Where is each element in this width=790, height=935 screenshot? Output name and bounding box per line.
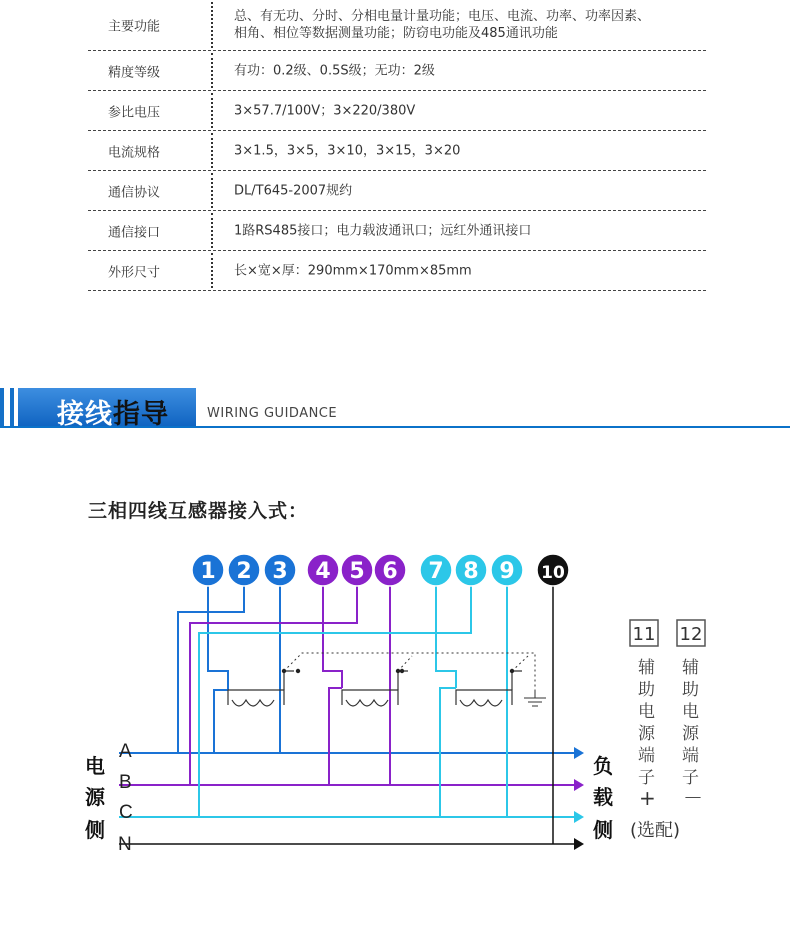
terminal-8 bbox=[455, 554, 487, 586]
spec-value: 3×57.7/100V；3×220/380V bbox=[234, 103, 416, 118]
spec-divider bbox=[211, 2, 213, 48]
current-transformer-a bbox=[228, 690, 284, 705]
terminal-6 bbox=[374, 554, 406, 586]
spec-label: 精度等级 bbox=[108, 65, 161, 80]
aux-terminal-11-text: 源 bbox=[638, 724, 655, 744]
aux-terminal-12-text: 电 bbox=[682, 702, 699, 722]
terminal-number: 10 bbox=[541, 563, 565, 583]
aux-terminal-11-text: 端 bbox=[638, 746, 655, 766]
terminal-4 bbox=[307, 554, 339, 586]
spec-divider bbox=[211, 53, 213, 88]
diagram-title: 三相四线互感器接入式： bbox=[88, 500, 309, 522]
wires bbox=[119, 586, 584, 850]
spec-row-interface bbox=[88, 211, 706, 251]
wire-phase-b bbox=[323, 586, 342, 688]
spec-label: 外形尺寸 bbox=[108, 265, 161, 280]
aux-terminal-12-text: 子 bbox=[682, 768, 699, 788]
junction-dot bbox=[296, 669, 300, 673]
wire-phase-a bbox=[214, 690, 228, 753]
current-transformer-c bbox=[460, 700, 502, 706]
terminal-number: 1 bbox=[200, 559, 216, 584]
spec-table bbox=[88, 0, 706, 291]
spec-value: DL/T645-2007规约 bbox=[234, 183, 353, 198]
spec-divider bbox=[211, 173, 213, 208]
aux-terminal-11-text: 辅 bbox=[638, 658, 655, 678]
spec-label: 通信接口 bbox=[108, 225, 161, 240]
ct-link-dotted bbox=[398, 656, 412, 671]
spec-row-functions bbox=[88, 0, 706, 51]
terminal-number: 2 bbox=[236, 559, 252, 584]
current-transformer-b bbox=[346, 700, 388, 706]
aux-terminal-12-text: 端 bbox=[682, 746, 699, 766]
wiring-diagram bbox=[0, 540, 790, 935]
terminal-number: 7 bbox=[428, 559, 444, 584]
arrow-icon bbox=[574, 779, 584, 791]
ground-symbol bbox=[524, 690, 546, 706]
section-bar bbox=[0, 388, 4, 428]
junction-dot bbox=[400, 669, 404, 673]
source-side-label: 电 bbox=[85, 754, 105, 778]
terminal-number: 4 bbox=[315, 559, 331, 584]
aux-terminal-11-text: 电 bbox=[638, 702, 655, 722]
spec-divider bbox=[211, 213, 213, 248]
current-transformer-c bbox=[456, 690, 512, 705]
phase-label-c: C bbox=[119, 802, 133, 823]
spec-row-current bbox=[88, 131, 706, 171]
aux-terminal-12-text: 辅 bbox=[682, 658, 699, 678]
spec-divider bbox=[211, 253, 213, 288]
spec-value: 总、有无功、分时、分相电量计量功能；电压、电流、功率、功率因素、 相角、相位等数据测量功能；防窃电功能及485通讯功能 bbox=[234, 9, 651, 41]
spec-row-accuracy bbox=[88, 51, 706, 91]
spec-label: 主要功能 bbox=[108, 19, 161, 35]
aux-terminal-12-sign: － bbox=[683, 786, 703, 810]
spec-row-protocol bbox=[88, 171, 706, 211]
terminal-1 bbox=[192, 554, 224, 586]
source-side-label: 源 bbox=[85, 785, 105, 809]
terminal-number: 5 bbox=[349, 559, 365, 584]
section-title-part1: 接线 bbox=[57, 399, 113, 430]
aux-terminal-11-number: 11 bbox=[632, 624, 656, 645]
aux-terminal-11-sign: + bbox=[639, 786, 656, 810]
current-transformer-c bbox=[512, 671, 522, 690]
ct-link-dotted bbox=[512, 656, 528, 671]
terminal-3 bbox=[264, 554, 296, 586]
terminal-number: 6 bbox=[382, 559, 398, 584]
wire-phase-a bbox=[208, 586, 228, 690]
terminal-10 bbox=[537, 554, 569, 586]
current-transformer-b bbox=[398, 671, 408, 690]
spec-divider bbox=[211, 133, 213, 168]
load-side-label: 载 bbox=[593, 785, 613, 809]
arrow-icon bbox=[574, 747, 584, 759]
wire-phase-b bbox=[329, 688, 342, 785]
terminal-block bbox=[192, 554, 569, 586]
phase-label-b: B bbox=[119, 772, 132, 793]
terminal-number: 3 bbox=[272, 559, 288, 584]
arrow-icon bbox=[574, 811, 584, 823]
spec-value: 3×1.5，3×5，3×10，3×15，3×20 bbox=[234, 143, 461, 158]
terminal-7 bbox=[420, 554, 452, 586]
load-side-label: 负 bbox=[593, 754, 613, 778]
aux-terminal-11-text: 助 bbox=[638, 680, 655, 700]
section-title-part2: 指导 bbox=[113, 399, 169, 430]
junction-dot bbox=[282, 669, 286, 673]
section-title bbox=[57, 392, 169, 431]
arrow-icon bbox=[574, 838, 584, 850]
terminal-9 bbox=[491, 554, 523, 586]
spec-value: 长×宽×厚：290mm×170mm×85mm bbox=[234, 263, 472, 278]
phase-label-a: A bbox=[119, 741, 132, 762]
wire-phase-b bbox=[190, 586, 357, 785]
spec-value: 有功：0.2级、0.5S级；无功：2级 bbox=[234, 63, 435, 78]
wire-phase-c bbox=[436, 586, 456, 688]
spec-label: 电流规格 bbox=[108, 145, 161, 160]
junction-dot bbox=[510, 669, 514, 673]
wire-phase-a bbox=[178, 586, 244, 753]
spec-label: 通信协议 bbox=[108, 185, 161, 200]
terminal-5 bbox=[341, 554, 373, 586]
optional-note: (选配) bbox=[630, 820, 681, 841]
terminal-2 bbox=[228, 554, 260, 586]
source-side-label: 侧 bbox=[85, 818, 105, 842]
spec-row-dimensions bbox=[88, 251, 706, 291]
junction-dot bbox=[396, 669, 400, 673]
terminal-number: 9 bbox=[499, 559, 515, 584]
spec-divider bbox=[211, 93, 213, 128]
spec-value: 1路RS485接口；电力载波通讯口；远红外通讯接口 bbox=[234, 223, 532, 238]
aux-terminal-12-number: 12 bbox=[679, 624, 703, 645]
section-subtitle: WIRING GUIDANCE bbox=[207, 406, 338, 421]
section-bar bbox=[10, 388, 14, 428]
terminal-number: 8 bbox=[463, 559, 479, 584]
load-side-label: 侧 bbox=[593, 818, 613, 842]
current-transformers bbox=[228, 653, 535, 706]
aux-terminal-12-text: 助 bbox=[682, 680, 699, 700]
current-transformer-a bbox=[284, 671, 294, 690]
aux-terminal-12-text: 源 bbox=[682, 724, 699, 744]
phase-label-n: N bbox=[118, 834, 132, 855]
aux-terminal-11-text: 子 bbox=[638, 768, 655, 788]
spec-label: 参比电压 bbox=[108, 105, 161, 120]
spec-row-voltage bbox=[88, 91, 706, 131]
current-transformer-a bbox=[232, 700, 274, 706]
wire-phase-c bbox=[199, 586, 471, 817]
